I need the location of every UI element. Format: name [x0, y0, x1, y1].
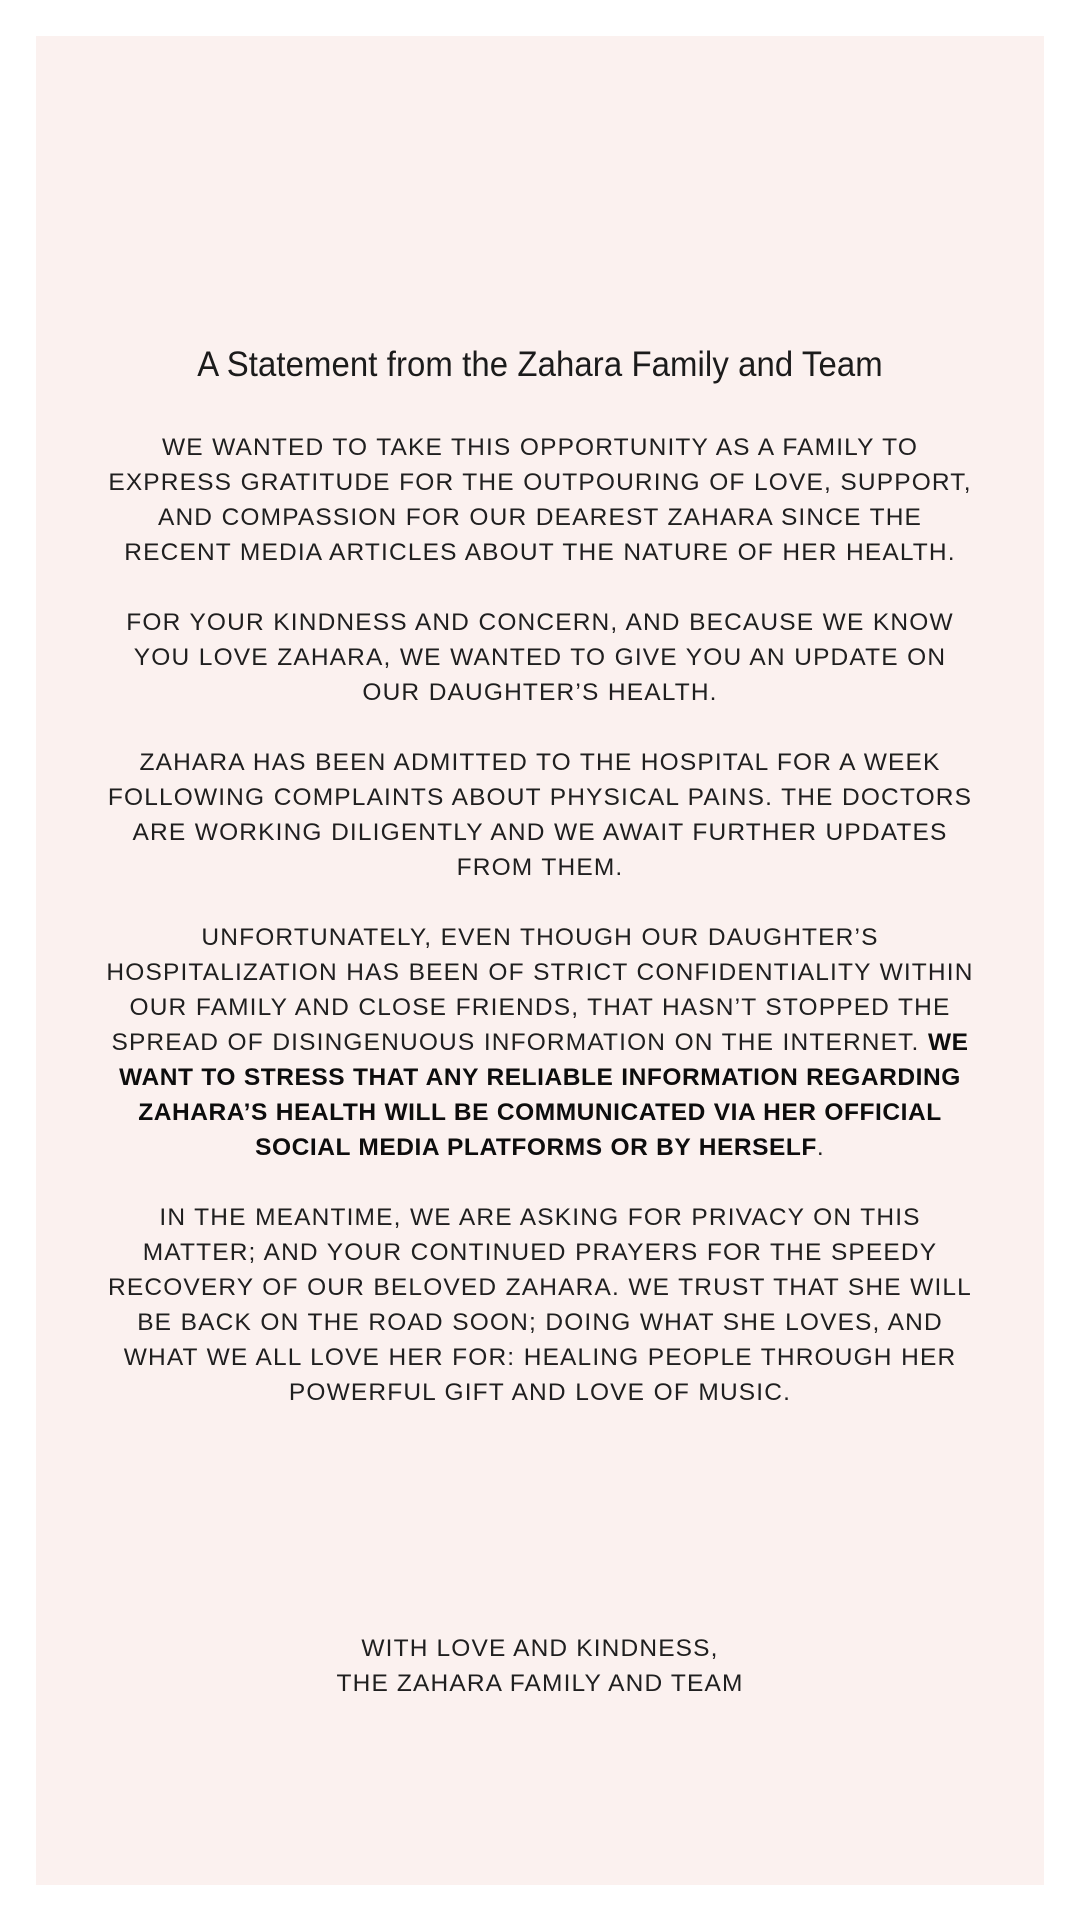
statement-card — [36, 36, 1044, 1885]
statement-paragraph-privacy-request — [105, 1200, 975, 1410]
emphasized-text: WE WANT TO STRESS THAT ANY RELIABLE INFORMATION REGARDING ZAHARA’S HEALTH WILL BE COMMUNICATED VIA HER OFFICIAL SOCIAL MEDIA PLATFORMS OR BY HERSELF — [119, 1029, 969, 1161]
statement-paragraph-gratitude — [105, 430, 975, 570]
signoff-block — [105, 1631, 975, 1701]
signoff-line-1: WITH LOVE AND KINDNESS, — [361, 1635, 719, 1662]
paragraph-text: FOR YOUR KINDNESS AND CONCERN, AND BECAUSE WE KNOW YOU LOVE ZAHARA, WE WANTED TO GIVE YOU AN UPDATE ON OUR DAUGHTER’S HEALTH. — [126, 609, 954, 706]
statement-content-column — [105, 36, 975, 1885]
statement-paragraph-hospital-update — [105, 745, 975, 885]
paragraph-text: WE WANTED TO TAKE THIS OPPORTUNITY AS A FAMILY TO EXPRESS GRATITUDE FOR THE OUTPOURING OF LOVE, SUPPORT, AND COMPASSION FOR OUR DEAREST ZAHARA SINCE THE RECENT MEDIA ARTICLES ABOUT THE NATURE OF HER HEALTH. — [108, 434, 972, 566]
statement-body — [105, 430, 975, 1410]
page-title: A Statement from the Zahara Family and Team — [197, 345, 883, 385]
statement-paragraph-kindness — [105, 605, 975, 710]
paragraph-text: IN THE MEANTIME, WE ARE ASKING FOR PRIVACY ON THIS MATTER; AND YOUR CONTINUED PRAYERS FOR THE SPEEDY RECOVERY OF OUR BELOVED ZAHARA. WE TRUST THAT SHE WILL BE BACK ON THE ROAD SOON; DOING WHAT SHE LOVES, AND WHAT WE ALL LOVE HER FOR: HEALING PEOPLE THROUGH HER POWERFUL GIFT AND LOVE OF MUSIC. — [108, 1204, 972, 1406]
paragraph-text: UNFORTUNATELY, EVEN THOUGH OUR DAUGHTER’S HOSPITALIZATION HAS BEEN OF STRICT CONFIDENTIALITY WITHIN OUR FAMILY AND CLOSE FRIENDS, THAT HASN’T STOPPED THE SPREAD OF DISINGENUOUS INFORMATION ON THE INTERNET. — [106, 924, 974, 1056]
statement-paragraph-misinformation — [105, 920, 975, 1165]
signoff-line-2: THE ZAHARA FAMILY AND TEAM — [336, 1670, 744, 1697]
paragraph-text: ZAHARA HAS BEEN ADMITTED TO THE HOSPITAL FOR A WEEK FOLLOWING COMPLAINTS ABOUT PHYSICAL PAINS. THE DOCTORS ARE WORKING DILIGENTLY AND WE AWAIT FURTHER UPDATES FROM THEM. — [107, 749, 973, 881]
paragraph-text: . — [816, 1134, 825, 1161]
